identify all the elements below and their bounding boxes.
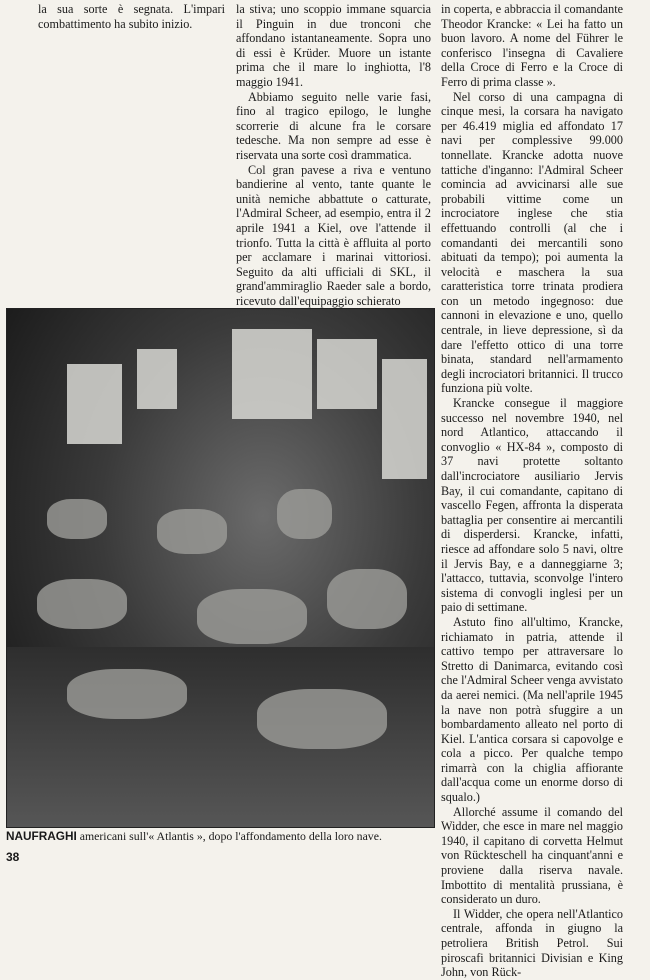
caption-text: americani sull'« Atlantis », dopo l'affondamento della loro nave. xyxy=(76,829,382,843)
paragraph: la sua sorte è segnata. L'impari combattimento ha subito inizio. xyxy=(38,2,225,31)
text-column-3 xyxy=(441,2,623,980)
paragraph: la stiva; uno scoppio immane squarcia il Pinguin in due tronconi che affondano istantaneamente. Sopra uno di essi è Krüder. Muore un istante prima che il mare lo inghiotta, l'8 maggio 1941. xyxy=(236,2,431,89)
paragraph: Il Widder, che opera nell'Atlantico centrale, affonda in giugno la petroliera British Petrol. Sui piroscafi britannici Divisian e King John, von Rück- xyxy=(441,906,623,980)
paragraph: in coperta, e abbraccia il comandante Theodor Krancke: « Lei ha fatto un buon lavoro. A nome del Führer le conferisco l'insegna di Cavaliere della Croce di Ferro e la Croce di Ferro di prima classe ». xyxy=(441,2,623,89)
photo-caption xyxy=(6,829,436,843)
page-number: 38 xyxy=(6,850,20,864)
text-column-1 xyxy=(38,2,225,31)
text-column-2 xyxy=(236,2,431,308)
paragraph: Abbiamo seguito nelle varie fasi, fino al tragico epilogo, le lunghe scorrerie di alcune fra le corsare tedesche. Ma non sempre ad esse è riservata una sorte così drammatica. xyxy=(236,89,431,162)
paragraph: Col gran pavese a riva e ventuno bandierine al vento, tante quante le unità nemiche abbattute o catturate, l'Admiral Scheer, ad esempio, entra il 2 aprile 1941 a Kiel, ove l'attende il trionfo. Tutta la città è affluita al porto per acclamare i marinai vittoriosi. Seguito da alti ufficiali di SKL, il grand'ammiraglio Raeder sale a bordo, ricevuto dall'equipaggio schierato xyxy=(236,162,431,308)
paragraph: Allorché assume il comando del Widder, che esce in mare nel maggio 1940, il capitano di corvetta Helmut von Rückteschell ha cinquant'anni e proviene dalla riserva navale. Imbottito di mentalità prussiana, è considerato un duro. xyxy=(441,804,623,907)
caption-lead: NAUFRAGHI xyxy=(6,829,77,843)
shipwreck-survivors-photo xyxy=(6,308,435,828)
paragraph: Krancke consegue il maggiore successo nel novembre 1940, nel nord Atlantico, attaccando il convoglio « HX-84 », composto di 37 navi protette soltanto dall'incrociatore ausiliario Jervis Bay, il cui comandante, capitano di vascello Fegen, affronta la disperata battaglia per consentire ai mercantili di disperdersi. Krancke, infatti, riesce ad affondare solo 5 navi, oltre il Jervis Bay, e a danneggiarne 3; l'attacco, tuttavia, sconvolge l'intero sistema di convogli inglesi per un paio di settimane. xyxy=(441,396,623,615)
paragraph: Astuto fino all'ultimo, Krancke, richiamato in patria, attende il cattivo tempo per attraversare lo Stretto di Danimarca, evitando così che l'Admiral Scheer venga avvistato da aerei nemici. (Ma nell'aprile 1945 la nave non potrà sfuggire a un bombardamento alleato nel porto di Kiel. L'antica corsara si capovolge e cola a picco. Per qualche tempo rimarrà con la chiglia affiorante dall'acqua come un enorme dorso di squalo.) xyxy=(441,614,623,805)
paragraph: Nel corso di una campagna di cinque mesi, la corsara ha navigato per 46.419 miglia ed affondato 17 navi per complessive 99.000 tonnellate. Krancke adotta nuove tattiche d'inganno: l'Admiral Scheer comincia ad avvicinarsi alle sue probabili vittime come un incrociatore inglese che stia effettuando controlli (al che i comandanti dei mercantili sono abituati da tempo); poi aumenta la velocità e maschera la sua caratteristica torre trinata prodiera con un metodo ingegnoso: due cannoni in elevazione e uno, quello centrale, in lieve depressione, sì da dare l'effetto ottico di una torre binata, standard nell'armamento degli incrociatori britannici. Il trucco funziona più volte. xyxy=(441,89,623,396)
